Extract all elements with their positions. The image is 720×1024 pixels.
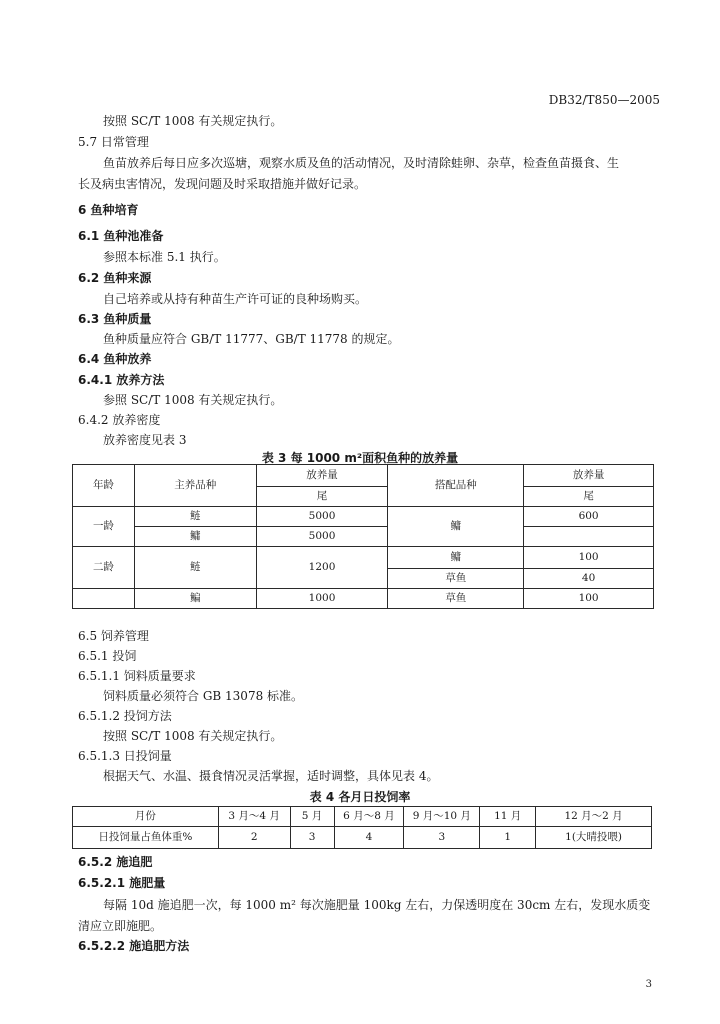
main-qty-cell: 1200 <box>256 547 388 589</box>
section-6-5-1-heading: 6.5.1 投饲 <box>78 649 137 663</box>
section-6-2-heading: 6.2 鱼种来源 <box>78 271 152 285</box>
section-6-5-1-1-heading: 6.5.1.1 饲料质量要求 <box>78 669 196 683</box>
section-6-5-heading: 6.5 饲养管理 <box>78 629 149 643</box>
table-row <box>73 527 654 547</box>
paragraph: 按照 SC/T 1008 有关规定执行。 <box>103 114 283 128</box>
companion-cell: 鳙 <box>388 547 524 569</box>
section-5-7-heading: 5.7 日常管理 <box>78 135 149 149</box>
month-cell: 3 月～4 月 <box>218 807 290 827</box>
age-cell: 二龄 <box>73 547 135 589</box>
table-row <box>73 507 654 527</box>
month-header-cell: 月份 <box>73 807 219 827</box>
header-companion-stocking: 放养量 尾 <box>524 465 654 507</box>
paragraph: 长及病虫害情况，发现问题及时采取措施并做好记录。 <box>78 177 367 191</box>
section-6-4-1-heading: 6.4.1 放养方法 <box>78 373 165 387</box>
rate-cell: 4 <box>334 827 404 849</box>
month-cell: 12 月～2 月 <box>536 807 652 827</box>
main-qty-cell: 5000 <box>256 507 388 527</box>
month-cell: 6 月～8 月 <box>334 807 404 827</box>
companion-qty-cell: 100 <box>524 547 654 569</box>
companion-qty-cell: 100 <box>524 589 654 609</box>
section-6-5-1-3-heading: 6.5.1.3 日投饲量 <box>78 749 172 763</box>
rate-cell: 1 <box>480 827 536 849</box>
section-6-5-1-2-heading: 6.5.1.2 投饲方法 <box>78 709 172 723</box>
header-main-stocking: 放养量 尾 <box>256 465 388 507</box>
paragraph: 根据天气、水温、摄食情况灵活掌握，适时调整，具体见表 4。 <box>103 769 439 783</box>
paragraph: 参照本标准 5.1 执行。 <box>103 250 226 264</box>
rate-cell: 2 <box>218 827 290 849</box>
companion-qty-cell: 600 <box>524 507 654 527</box>
section-6-1-heading: 6.1 鱼种池准备 <box>78 229 164 243</box>
section-6-4-2-heading: 6.4.2 放养密度 <box>78 413 161 427</box>
paragraph: 每隔 10d 施追肥一次，每 1000 m² 每次施肥量 100kg 左右，力保透明度在 30cm 左右，发现水质变 <box>103 898 651 912</box>
section-6-heading: 6 鱼种培育 <box>78 203 139 217</box>
rate-cell: 3 <box>290 827 334 849</box>
month-cell: 5 月 <box>290 807 334 827</box>
table-row <box>73 547 654 569</box>
table-row <box>73 827 652 849</box>
paragraph: 自己培养或从持有种苗生产许可证的良种场购买。 <box>103 292 368 306</box>
main-species-cell: 鳊 <box>134 589 256 609</box>
feeding-rate-table <box>72 806 652 849</box>
age-cell: 一龄 <box>73 507 135 547</box>
table-3-caption: 表 3 每 1000 m²面积鱼种的放养量 <box>261 451 459 465</box>
section-6-3-heading: 6.3 鱼种质量 <box>78 312 152 326</box>
table-4-caption: 表 4 各月日投饲率 <box>309 790 411 804</box>
main-species-cell: 鲢 <box>134 507 256 527</box>
section-6-5-2-1-heading: 6.5.2.1 施肥量 <box>78 876 166 890</box>
paragraph: 清应立即施肥。 <box>78 919 163 933</box>
main-qty-cell: 5000 <box>256 527 388 547</box>
paragraph: 鱼苗放养后每日应多次巡塘，观察水质及鱼的活动情况，及时清除蛙卵、杂草，检查鱼苗摄食、生 <box>103 156 620 170</box>
rate-cell: 3 <box>404 827 480 849</box>
paragraph: 饲料质量必须符合 GB 13078 标准。 <box>103 689 304 703</box>
table-header-row <box>73 465 654 507</box>
companion-cell: 草鱼 <box>388 569 524 589</box>
paragraph: 放养密度见表 3 <box>103 433 187 447</box>
main-qty-cell: 1000 <box>256 589 388 609</box>
month-cell: 11 月 <box>480 807 536 827</box>
header-companion: 搭配品种 <box>388 465 524 507</box>
rate-cell: 1(大晴投喂) <box>536 827 652 849</box>
stocking-table <box>72 464 654 609</box>
header-age: 年龄 <box>73 465 135 507</box>
main-species-cell: 鳙 <box>134 527 256 547</box>
header-main-species: 主养品种 <box>134 465 256 507</box>
companion-cell: 草鱼 <box>388 589 524 609</box>
month-cell: 9 月～10 月 <box>404 807 480 827</box>
table-row <box>73 589 654 609</box>
paragraph: 鱼种质量应符合 GB/T 11777、GB/T 11778 的规定。 <box>103 332 400 346</box>
companion-qty-cell <box>524 527 654 547</box>
section-6-4-heading: 6.4 鱼种放养 <box>78 352 152 366</box>
rate-header-cell: 日投饲量占鱼体重% <box>73 827 219 849</box>
section-6-5-2-2-heading: 6.5.2.2 施追肥方法 <box>78 939 190 953</box>
paragraph: 参照 SC/T 1008 有关规定执行。 <box>103 393 283 407</box>
companion-cell: 鳙 <box>388 507 524 547</box>
paragraph: 按照 SC/T 1008 有关规定执行。 <box>103 729 283 743</box>
age-cell-empty <box>73 589 135 609</box>
document-code: DB32/T850—2005 <box>548 93 660 107</box>
table-header-row <box>73 807 652 827</box>
page-number: 3 <box>645 979 652 990</box>
section-6-5-2-heading: 6.5.2 施追肥 <box>78 855 153 869</box>
companion-qty-cell: 40 <box>524 569 654 589</box>
main-species-cell: 鲢 <box>134 547 256 589</box>
